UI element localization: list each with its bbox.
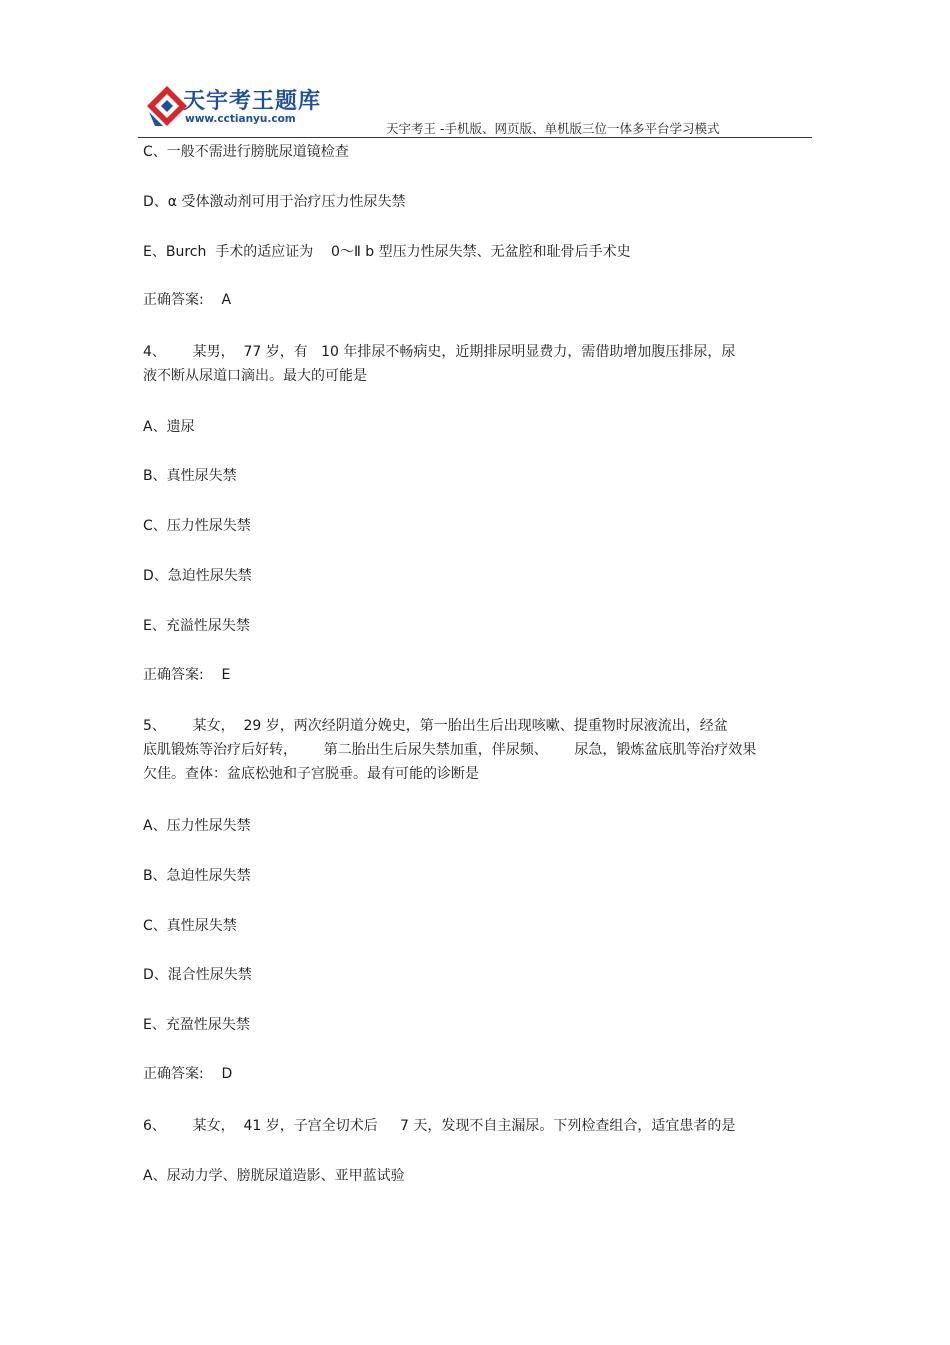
logo-url: www.cctianyu.com (185, 113, 296, 125)
option-b: B、急迫性尿失禁 (143, 868, 251, 884)
question-text: 5、 某女， 29 岁，两次经阴道分娩史，第一胎出生后出现咳嗽、提重物时尿液流出，经盆 (143, 718, 728, 734)
question-text: 底肌锻炼等治疗后好转， 第二胎出生后尿失禁加重，伴尿频、 尿急，锻炼盆底肌等治疗效果 (143, 742, 757, 758)
option-a: A、压力性尿失禁 (143, 818, 251, 834)
correct-answer: 正确答案: D (143, 1066, 233, 1082)
option-e: E、充盈性尿失禁 (143, 1017, 250, 1033)
option-a: A、尿动力学、膀胱尿道造影、亚甲蓝试验 (143, 1168, 405, 1184)
option-c: C、压力性尿失禁 (143, 518, 251, 534)
option-e: E、Burch 手术的适应证为 0～Ⅱ b 型压力性尿失禁、无盆腔和耻骨后手术史 (143, 244, 631, 260)
option-c: C、真性尿失禁 (143, 918, 237, 934)
option-d: D、急迫性尿失禁 (143, 568, 252, 584)
option-e: E、充溢性尿失禁 (143, 618, 250, 634)
question-text: 欠佳。查体：盆底松弛和子宫脱垂。最有可能的诊断是 (143, 766, 479, 782)
option-b: B、真性尿失禁 (143, 468, 237, 484)
correct-answer: 正确答案: A (143, 292, 232, 308)
question-text: 液不断从尿道口滴出。最大的可能是 (143, 368, 367, 384)
option-d: D、α 受体激动剂可用于治疗压力性尿失禁 (143, 194, 406, 210)
header-divider (138, 137, 812, 138)
question-text: 4、 某男， 77 岁，有 10 年排尿不畅病史，近期排尿明显费力，需借助增加腹压排尿，尿 (143, 344, 736, 360)
logo (143, 80, 323, 132)
option-d: D、混合性尿失禁 (143, 967, 252, 983)
header-tagline: 天宇考王 -手机版、网页版、单机版三位一体多平台学习模式 (386, 121, 720, 136)
question-text: 6、 某女， 41 岁，子宫全切术后 7 天，发现不自主漏尿。下列检查组合，适宜患者的是 (143, 1118, 736, 1134)
correct-answer: 正确答案: E (143, 667, 231, 683)
page-header (0, 0, 950, 140)
logo-title: 天宇考王题库 (183, 89, 322, 114)
option-a: A、遗尿 (143, 419, 195, 435)
option-c: C、一般不需进行膀胱尿道镜检查 (143, 144, 349, 160)
